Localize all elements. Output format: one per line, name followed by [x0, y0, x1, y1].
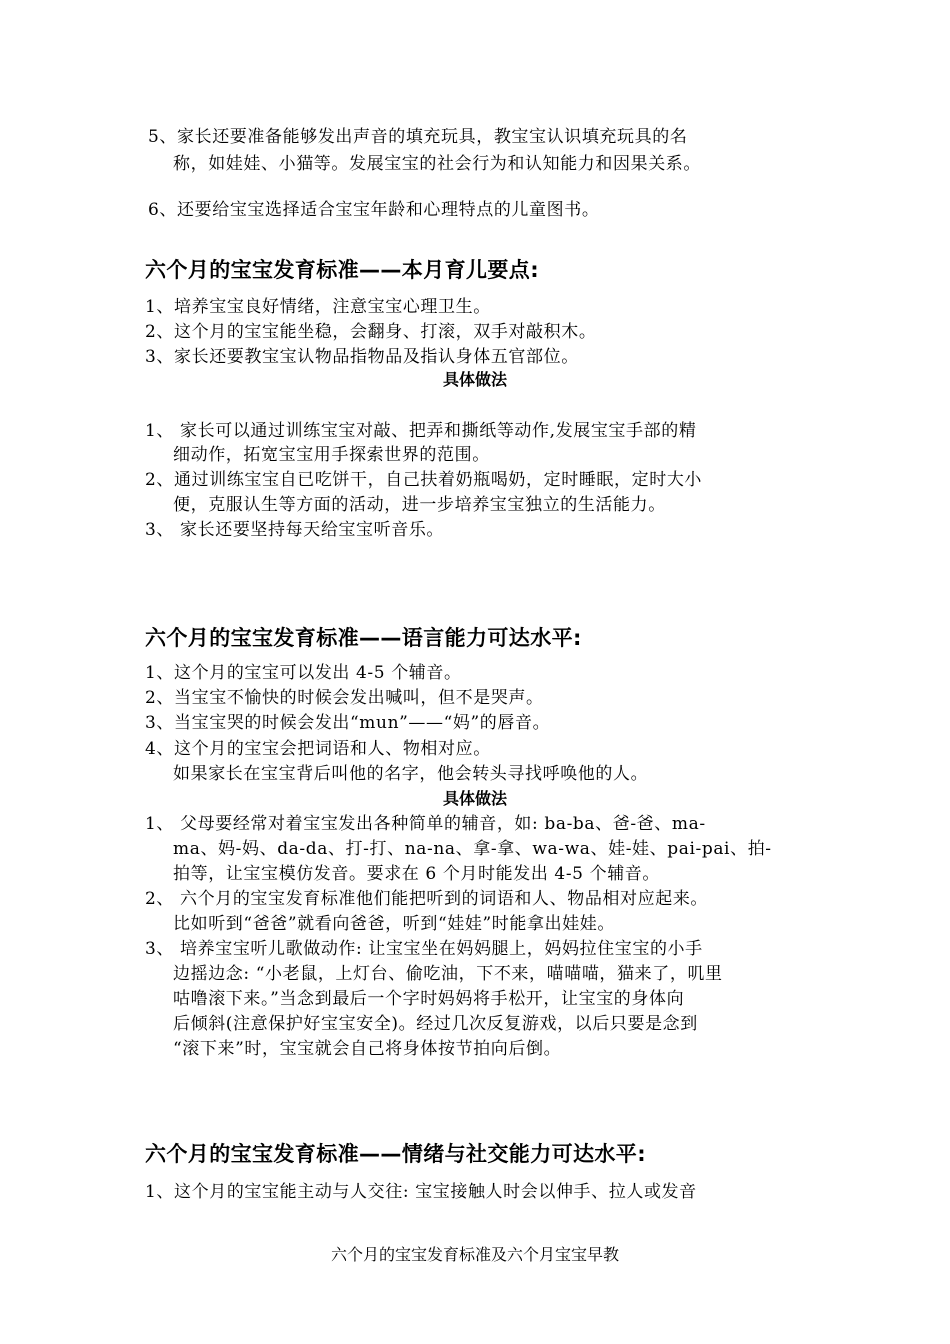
- section1-method-3-line-1: 3、 家长还要坚持每天给宝宝听音乐。: [145, 520, 445, 540]
- section1-method-2-line-1: 2、通过训练宝宝自已吃饼干，自己扶着奶瓶喝奶，定时睡眠，定时大小: [145, 470, 703, 490]
- section1-method-1-line-2: 细动作，拓宽宝宝用手探索世界的范围。: [173, 445, 490, 465]
- section2-method-3-line-1: 3、 培养宝宝听儿歌做动作: 让宝宝坐在妈妈腿上，妈妈拉住宝宝的小手: [145, 939, 703, 959]
- section1-point-3: 3、家长还要教宝宝认物品指物品及指认身体五官部位。: [145, 347, 579, 367]
- section2-method-3-line-3: 咕噜滚下来。”当念到最后一个字时妈妈将手松开，让宝宝的身体向: [173, 989, 685, 1009]
- section2-method-1-line-1: 1、 父母要经常对着宝宝发出各种简单的辅音，如: ba-ba、爸-爸、ma-: [145, 814, 706, 834]
- section2-method-3-line-4: 后倾斜(注意保护好宝宝安全)。经过几次反复游戏，以后只要是念到: [173, 1014, 698, 1034]
- section2-point-1: 1、这个月的宝宝可以发出 4-5 个辅音。: [145, 663, 462, 683]
- section1-method-2-line-2: 便，克服认生等方面的活动，进一步培养宝宝独立的生活能力。: [173, 495, 666, 515]
- section1-point-1: 1、培养宝宝良好情绪，注意宝宝心理卫生。: [145, 297, 491, 317]
- item-5-line-1: 5、家长还要准备能够发出声音的填充玩具，教宝宝认识填充玩具的名: [148, 127, 688, 147]
- section2-heading: 六个月的宝宝发育标准——语言能力可达水平:: [145, 626, 582, 650]
- item-6-line-1: 6、还要给宝宝选择适合宝宝年龄和心理特点的儿童图书。: [148, 200, 600, 220]
- section2-method-3-line-5: “滚下来”时，宝宝就会自己将身体按节拍向后倒。: [173, 1039, 562, 1059]
- section2-method-1-line-3: 拍等，让宝宝模仿发音。要求在 6 个月时能发出 4-5 个辅音。: [173, 864, 661, 884]
- section2-point-4-note: 如果家长在宝宝背后叫他的名字，他会转头寻找呼唤他的人。: [173, 764, 649, 784]
- section3-point-1: 1、这个月的宝宝能主动与人交往: 宝宝接触人时会以伸手、拉人或发音: [145, 1182, 697, 1202]
- section1-point-2: 2、这个月的宝宝能坐稳，会翻身、打滚，双手对敲积木。: [145, 322, 597, 342]
- section2-method-3-line-2: 边摇边念: “小老鼠，上灯台、偷吃油，下不来，喵喵喵，猫来了，叽里: [173, 964, 723, 984]
- section1-heading: 六个月的宝宝发育标准——本月育儿要点:: [145, 258, 539, 282]
- section2-method-2-line-2: 比如听到“爸爸”就看向爸爸，听到“娃娃”时能拿出娃娃。: [173, 914, 615, 934]
- section2-method-title: 具体做法: [442, 789, 507, 808]
- section2-point-4: 4、这个月的宝宝会把词语和人、物相对应。: [145, 739, 491, 759]
- section3-heading: 六个月的宝宝发育标准——情绪与社交能力可达水平:: [145, 1142, 646, 1166]
- item-5-line-2: 称，如娃娃、小猫等。发展宝宝的社会行为和认知能力和因果关系。: [173, 154, 701, 174]
- page-footer: 六个月的宝宝发育标准及六个月宝宝早教: [330, 1245, 619, 1264]
- section2-point-3: 3、当宝宝哭的时候会发出“mun”——“妈”的唇音。: [145, 713, 551, 733]
- section2-point-2: 2、当宝宝不愉快的时候会发出喊叫，但不是哭声。: [145, 688, 544, 708]
- section2-method-2-line-1: 2、 六个月的宝宝发育标准他们能把听到的词语和人、物品相对应起来。: [145, 889, 709, 909]
- section1-method-title: 具体做法: [442, 370, 507, 389]
- section2-method-1-line-2: ma、妈-妈、da-da、打-打、na-na、拿-拿、wa-wa、娃-娃、pai-pai、拍-: [173, 839, 772, 859]
- section1-method-1-line-1: 1、 家长可以通过训练宝宝对敲、把弄和撕纸等动作,发展宝宝手部的精: [145, 421, 697, 441]
